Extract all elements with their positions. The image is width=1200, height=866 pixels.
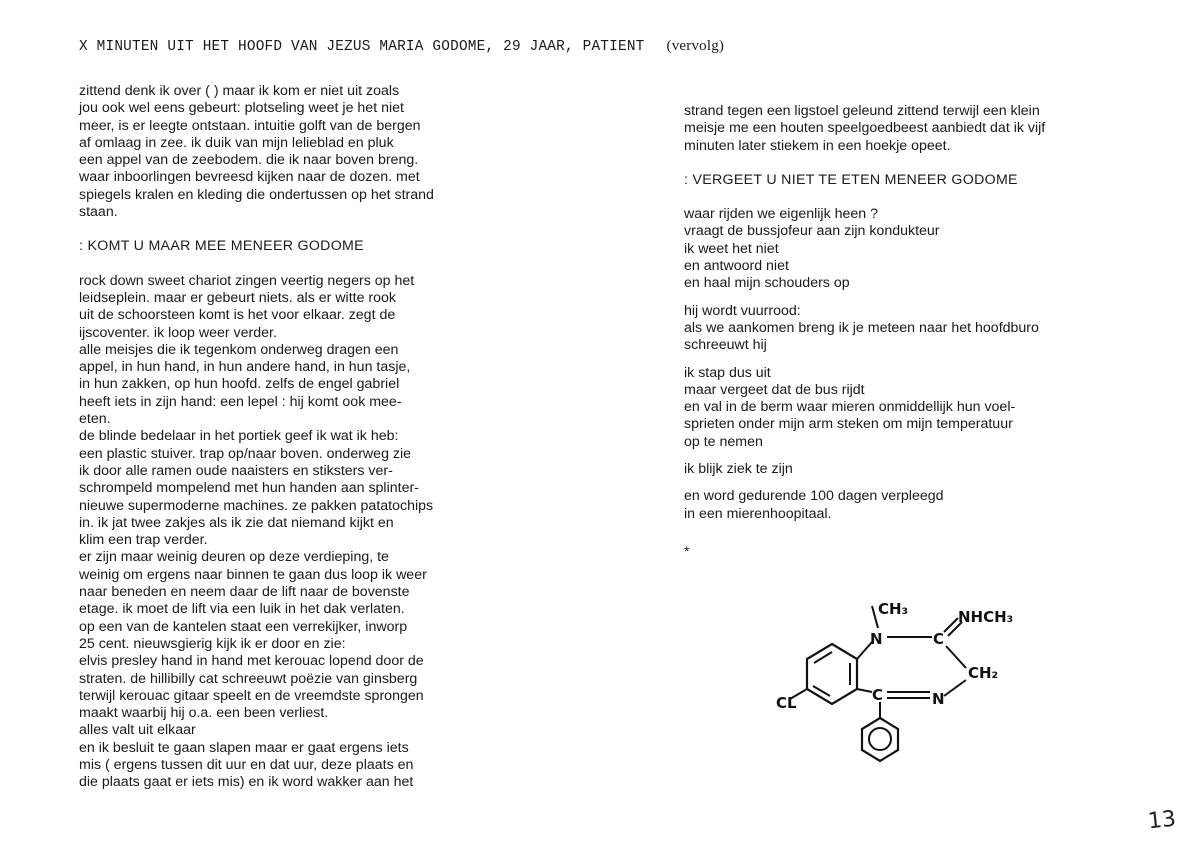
- text-line: minuten later stiekem in een hoekje opeet.: [684, 137, 951, 154]
- text-line: heeft iets in zijn hand: een lepel : hij komt ook mee-: [79, 393, 402, 410]
- ch2-label: CH₂: [968, 664, 999, 682]
- text-line: een plastic stuiver. trap op/naar boven. onderweg zie: [79, 445, 412, 462]
- text-line: en antwoord niet: [684, 258, 789, 275]
- text-line: naar beneden en neem daar de lift naar de bovenste: [79, 584, 410, 601]
- text-line: waar rijden we eigenlijk heen ?: [684, 206, 879, 223]
- section-heading-vergeet: : VERGEET U NIET TE ETEN MENEER GODOME: [684, 171, 1018, 188]
- heading-continued: (vervolg): [666, 38, 725, 54]
- text-line: 25 cent. nieuwsgierig kijk ik er door en zie:: [79, 635, 346, 652]
- poem-stanza: [684, 303, 1154, 355]
- text-line: een appel van de zeebodem. die ik naar boven breng.: [79, 152, 419, 169]
- double-bond-a: [944, 618, 958, 632]
- text-line: spiegels kralen en kleding die ondertussen op het strand: [79, 186, 434, 203]
- n-bottom-label: N: [932, 690, 945, 708]
- text-line: ik blijk ziek te zijn: [684, 461, 793, 478]
- text-line: als we aankomen breng ik je meteen naar het hoofdburo: [684, 319, 1039, 336]
- text-line: strand tegen een ligstoel geleund zittend terwijl een klein: [684, 103, 1040, 119]
- text-line: rock down sweet chariot zingen veertig negers op het: [79, 272, 415, 289]
- asterisk-separator: *: [684, 542, 690, 559]
- n-top-label: N: [870, 630, 883, 648]
- text-line: en word gedurende 100 dagen verpleegd: [684, 488, 944, 505]
- text-line: en ik besluit te gaan slapen maar er gaat ergens iets: [79, 739, 409, 756]
- text-line: schrompeld mompelend met hun handen aan splinter-: [79, 480, 419, 497]
- c-bottom-label: C: [872, 686, 884, 704]
- heading-title: X MINUTEN UIT HET HOOFD VAN JEZUS MARIA GODOME, 29 JAAR, PATIENT: [79, 39, 645, 55]
- c-top-label: C: [933, 630, 945, 648]
- text-line: ijscoventer. ik loop weer verder.: [79, 324, 277, 341]
- nhch3-label: NHCH₃: [958, 608, 1014, 626]
- bond-c-ch2: [946, 646, 966, 668]
- text-line: op een van de kantelen staat een verrekijker, inworp: [79, 618, 408, 635]
- text-line: in. ik jat twee zakjes als ik zie dat niemand kijkt en: [79, 514, 394, 531]
- text-line: eten.: [79, 411, 111, 428]
- poem-stanza: [684, 461, 1154, 478]
- text-line: af omlaag in zee. ik duik van mijn lelieblad en pluk: [79, 134, 394, 151]
- cl-label: CL: [776, 694, 797, 712]
- text-line: schreeuwt hij: [684, 337, 767, 354]
- text-line: meer, is er leegte ontstaan. intuitie golft van de bergen: [79, 117, 421, 134]
- text-line: alle meisjes die ik tegenkom onderweg dragen een: [79, 341, 399, 358]
- text-line: ik door alle ramen oude naaisters en stiksters ver-: [79, 462, 393, 479]
- right-column: [684, 103, 1154, 561]
- poem-stanza: [684, 206, 1154, 292]
- text-line: die plaats gaat er iets mis) en ik word wakker aan het: [79, 774, 414, 791]
- text-line: weinig om ergens naar binnen te gaan dus loop ik weer: [79, 566, 427, 583]
- text-line: en haal mijn schouders op: [684, 275, 850, 292]
- text-line: jou ook wel eens gebeurt: plotseling weet je het niet: [79, 100, 404, 117]
- text-line: de blinde bedelaar in het portiek geef ik wat ik heb:: [79, 428, 399, 445]
- text-line: in hun zakken, op hun hoofd. zelfs de engel gabriel: [79, 376, 400, 393]
- text-line: waar inboorlingen bevreesd kijken naar de dozen. met: [79, 169, 420, 186]
- text-line: meisje me een houten speelgoedbeest aanbiedt dat ik vijf: [684, 120, 1046, 137]
- page-heading: [79, 38, 1169, 55]
- text-line: mis ( ergens tussen dit uur en dat uur, deze plaats en: [79, 756, 414, 773]
- text-line: straten. de hillibilly cat schreeuwt poëzie van ginsberg: [79, 670, 418, 687]
- text-line: op te nemen: [684, 433, 763, 450]
- bond-ch2-n: [944, 680, 966, 696]
- text-line: elvis presley hand in hand met kerouac lopend door de: [79, 653, 424, 670]
- text-line: vraagt de bussjofeur aan zijn kondukteur: [684, 223, 940, 240]
- text-line: klim een trap verder.: [79, 532, 208, 549]
- text-line: hij wordt vuurrood:: [684, 302, 801, 319]
- ch3-top-label: CH₃: [878, 600, 909, 618]
- text-line: maar vergeet dat de bus rijdt: [684, 381, 865, 398]
- poem-stanzas: [684, 206, 1154, 523]
- text-line: staan.: [79, 204, 118, 221]
- chemical-structure-drawing: [760, 592, 1060, 772]
- text-line: in een mierenhoopitaal.: [684, 505, 832, 522]
- text-line: en val in de berm waar mieren onmiddellijk hun voel-: [684, 399, 1016, 416]
- section-heading-komt: : KOMT U MAAR MEE MENEER GODOME: [79, 238, 364, 255]
- phenyl-aromatic-circle: [869, 728, 891, 750]
- poem-stanza: [684, 365, 1154, 451]
- left-paragraph: [79, 83, 599, 221]
- text-line: uit de schoorsteen komt is het voor elkaar. zegt de: [79, 307, 396, 324]
- text-line: ik weet het niet: [684, 240, 779, 257]
- text-line: sprieten onder mijn arm steken om mijn temperatuur: [684, 416, 1013, 433]
- right-intro-paragraph: [684, 103, 1154, 155]
- text-line: nieuwe supermoderne machines. ze pakken patatochips: [79, 497, 434, 514]
- text-line: appel, in hun hand, in hun andere hand, in hun tasje,: [79, 359, 411, 376]
- text-line: terwijl kerouac gitaar speelt en de vreemdste sprongen: [79, 687, 424, 704]
- text-line: er zijn maar weinig deuren op deze verdieping, te: [79, 549, 389, 566]
- phenyl-ring: [862, 718, 898, 761]
- text-line: ik stap dus uit: [684, 364, 771, 381]
- text-line: maakt waarbij hij o.a. een been verliest.: [79, 705, 329, 722]
- text-line: zittend denk ik over ( ) maar ik kom er niet uit zoals: [79, 83, 400, 99]
- bond-ring-c: [857, 689, 872, 692]
- text-line: leidseplein. maar er gebeurt niets. als er witte rook: [79, 289, 397, 306]
- text-line: etage. ik moet de lift via een luik in het dak verlaten.: [79, 601, 405, 618]
- left-body-paragraph: [79, 273, 599, 792]
- poem-stanza: [684, 488, 1154, 523]
- page-number: 13: [1146, 806, 1178, 835]
- text-line: alles valt uit elkaar: [79, 722, 196, 739]
- left-column: [79, 83, 599, 809]
